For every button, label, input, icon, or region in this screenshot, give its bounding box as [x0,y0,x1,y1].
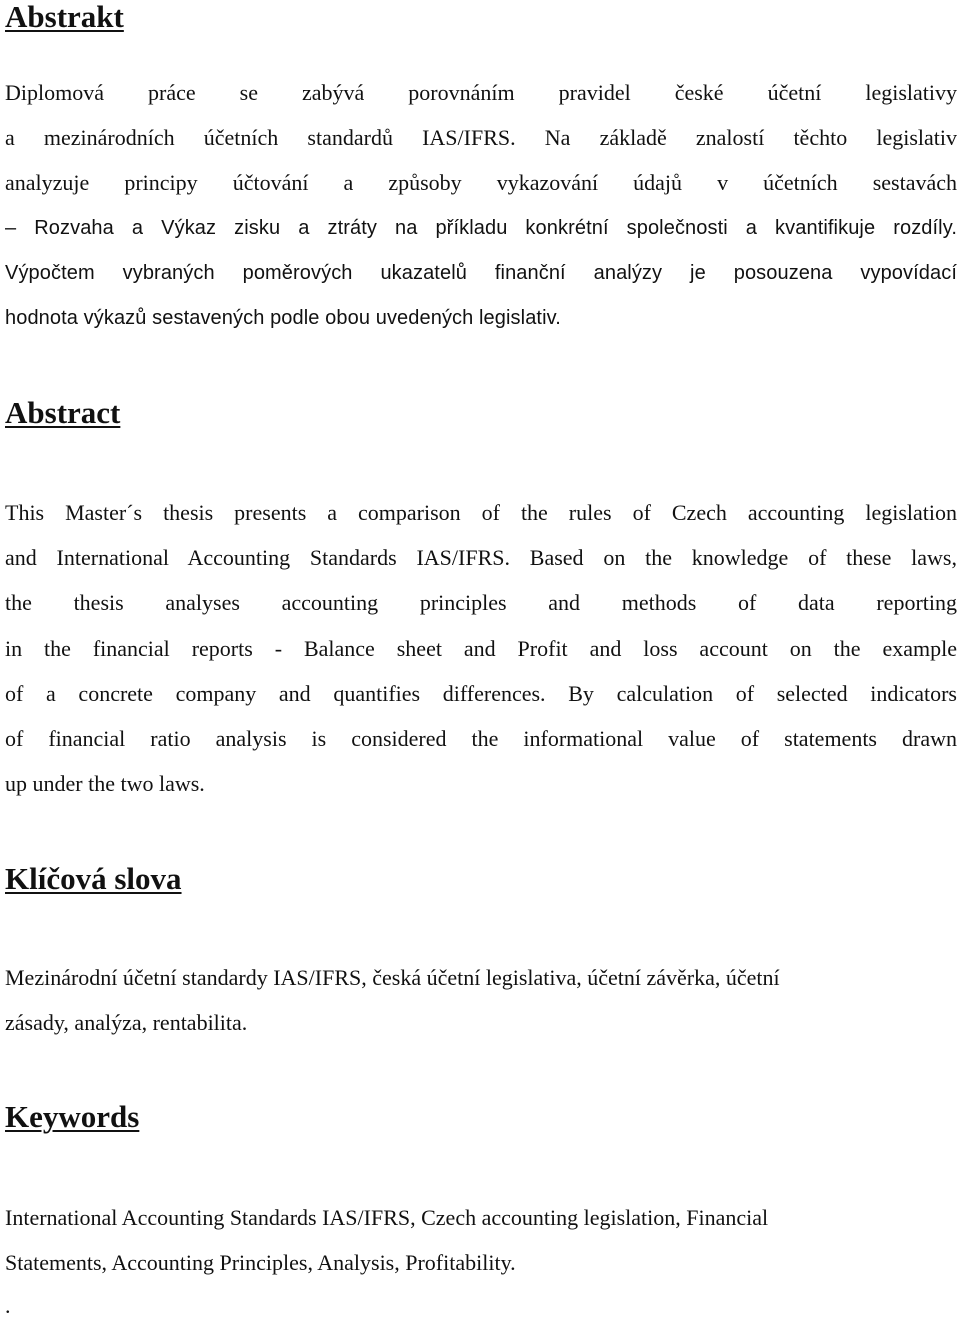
heading-keywords: Keywords [5,1099,140,1134]
text-line: of financial ratio analysis is considered the informational value of statements drawn [5,726,957,752]
text-line: Diplomová práce se zabývá porovnáním pravidel české účetní legislativy [5,80,957,105]
text-line: up under the two laws. [5,771,205,797]
text-line: a mezinárodních účetních standardů IAS/IFRS. Na základě znalostí těchto legislativ [5,125,957,151]
heading-abstrakt: Abstrakt [5,0,124,34]
text-line: the thesis analyses accounting principles and methods of data reporting [5,590,957,616]
text-line: Výpočtem vybraných poměrových ukazatelů finanční analýzy je posouzena vypovídací [5,261,957,284]
paragraph-klicova-slova [5,955,957,1045]
text-line: zásady, analýza, rentabilita. [5,1010,248,1036]
trailing-period: . [5,1293,11,1318]
text-line: and International Accounting Standards IAS/IFRS. Based on the knowledge of these laws, [5,545,957,571]
text-line: This Master´s thesis presents a comparison of the rules of Czech accounting legislation [5,500,957,525]
text-line: analyzuje principy účtování a způsoby vykazování údajů v účetních sestavách [5,170,957,196]
text-line: in the financial reports - Balance sheet and Profit and loss account on the example [5,635,957,661]
text-line: Statements, Accounting Principles, Analysis, Profitability. [5,1250,516,1276]
text-line: of a concrete company and quantifies differences. By calculation of selected indicators [5,680,957,706]
heading-abstract: Abstract [5,395,121,430]
paragraph-abstrakt [5,70,957,341]
heading-klicova-slova: Klíčová slova [5,861,182,896]
text-line: International Accounting Standards IAS/IFRS, Czech accounting legislation, Financial [5,1205,769,1230]
text-line: Mezinárodní účetní standardy IAS/IFRS, česká účetní legislativa, účetní závěrka, účetní [5,965,780,990]
text-line: hodnota výkazů sestavených podle obou uvedených legislativ. [5,307,561,330]
text-line: – Rozvaha a Výkaz zisku a ztráty na příkladu konkrétní společnosti a kvantifikuje rozdíly. [5,216,957,239]
paragraph-keywords [5,1195,957,1285]
paragraph-abstract [5,490,957,806]
